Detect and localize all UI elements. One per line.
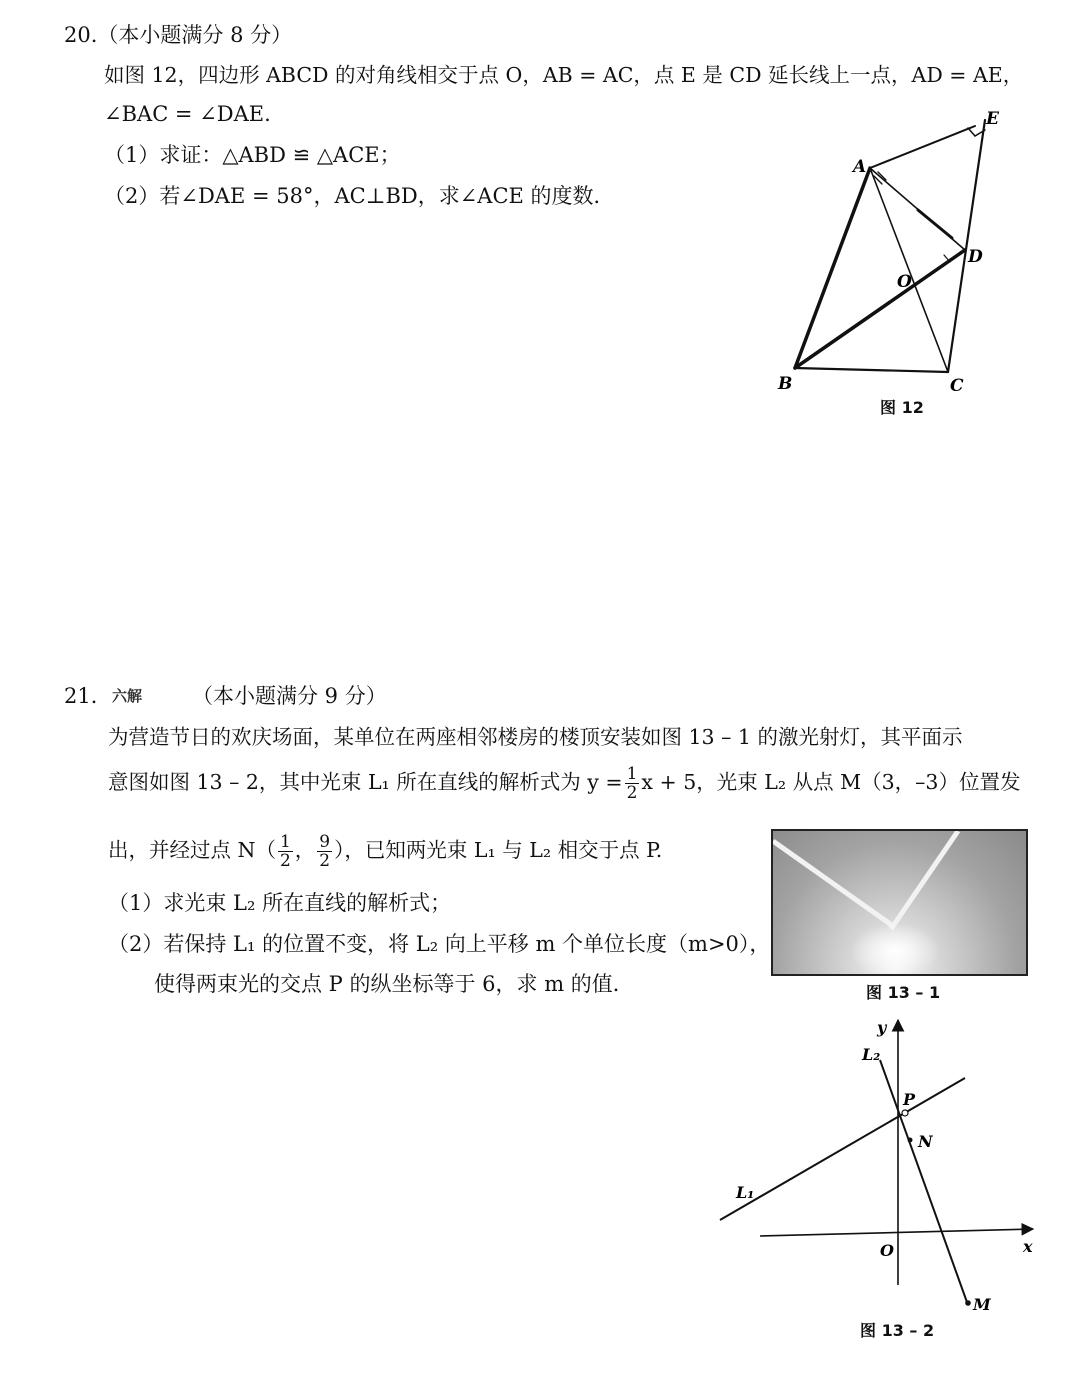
- label-E: E: [986, 109, 999, 129]
- point-P: [902, 1110, 908, 1116]
- q21-line2: [108, 762, 1020, 802]
- q21-line2-a: 意图如图 13 – 2，其中光束 L₁ 所在直线的解析式为 y =: [108, 770, 623, 794]
- line-L2: [880, 1060, 968, 1305]
- q21-line1: 为营造节日的欢庆场面，某单位在两座相邻楼房的楼顶安装如图 13 – 1 的激光射灯，其平面示: [108, 725, 963, 749]
- q21-part1: （1）求光束 L₂ 所在直线的解析式；: [108, 891, 452, 915]
- label-C: C: [950, 376, 964, 396]
- q21-number: 21．: [64, 684, 112, 708]
- q20-part2: （2）若∠DAE = 58°，AC⊥BD，求∠ACE 的度数．: [104, 184, 615, 208]
- laser-photo: [771, 829, 1028, 976]
- segment-AE: [870, 126, 975, 168]
- segment-EC: [948, 120, 985, 372]
- figure-13-2-caption: 图 13 – 2: [860, 1321, 935, 1340]
- q21-line2-b: x + 5，光束 L₂ 从点 M（3，–3）位置发: [641, 770, 1021, 794]
- segment-BC: [795, 368, 948, 372]
- q20-part1: （1）求证：△ABD ≌ △ACE；: [104, 143, 401, 167]
- q21-line3-a: 出，并经过点 N（: [108, 838, 276, 862]
- axis-label-y: y: [877, 1018, 887, 1037]
- label-B: B: [778, 374, 793, 394]
- point-N: [908, 1138, 913, 1143]
- origin-label: O: [880, 1241, 894, 1260]
- label-O: O: [897, 272, 912, 292]
- label-A: A: [853, 157, 867, 177]
- photo-caption: 图 13 – 1: [866, 983, 941, 1002]
- q21-part2b: 使得两束光的交点 P 的纵坐标等于 6，求 m 的值．: [154, 972, 634, 996]
- q21-line3: 出，并经过点 N（ $\frac{1}{2}$ ， $\frac{9}{2}$ ），已知两光束 L₁ 与 L₂ 相交于点 P.: [108, 832, 663, 871]
- q20-header: 20.（本小题满分 8 分）: [64, 23, 293, 47]
- q21-line3-b: ），已知两光束 L₁ 与 L₂ 相交于点 P.: [334, 838, 663, 862]
- fraction-n-y: $\frac{9}{2}$: [319, 832, 331, 871]
- q20-intro: 如图 12，四边形 ABCD 的对角线相交于点 O，AB = AC，点 E 是 CD 延长线上一点，AD = AE，: [104, 63, 1024, 87]
- q21-points-note: （本小题满分 9 分）: [192, 684, 387, 708]
- label-D: D: [968, 247, 983, 267]
- fraction-one-half: $\frac{1}{2}$: [626, 764, 638, 803]
- fraction-n-x: $\frac{1}{2}$: [279, 832, 291, 871]
- segment-AB: [795, 168, 870, 368]
- label-L1: L₁: [736, 1183, 755, 1202]
- q21-scribble: 六解: [112, 687, 143, 705]
- point-M: [965, 1300, 971, 1306]
- label-P: P: [903, 1090, 916, 1109]
- label-N: N: [918, 1132, 933, 1151]
- q20-intro2: ∠BAC = ∠DAE.: [104, 102, 271, 126]
- q21-part2: （2）若保持 L₁ 的位置不变，将 L₂ 向上平移 m 个单位长度（m>0），: [108, 932, 771, 956]
- figure-12-caption: 图 12: [880, 398, 924, 417]
- figure-13-2: [710, 1010, 1050, 1315]
- label-M: M: [973, 1295, 991, 1314]
- label-L2: L₂: [862, 1045, 881, 1064]
- axis-label-x: x: [1023, 1237, 1033, 1256]
- figure-12: [770, 100, 1030, 400]
- x-axis: [760, 1229, 1033, 1236]
